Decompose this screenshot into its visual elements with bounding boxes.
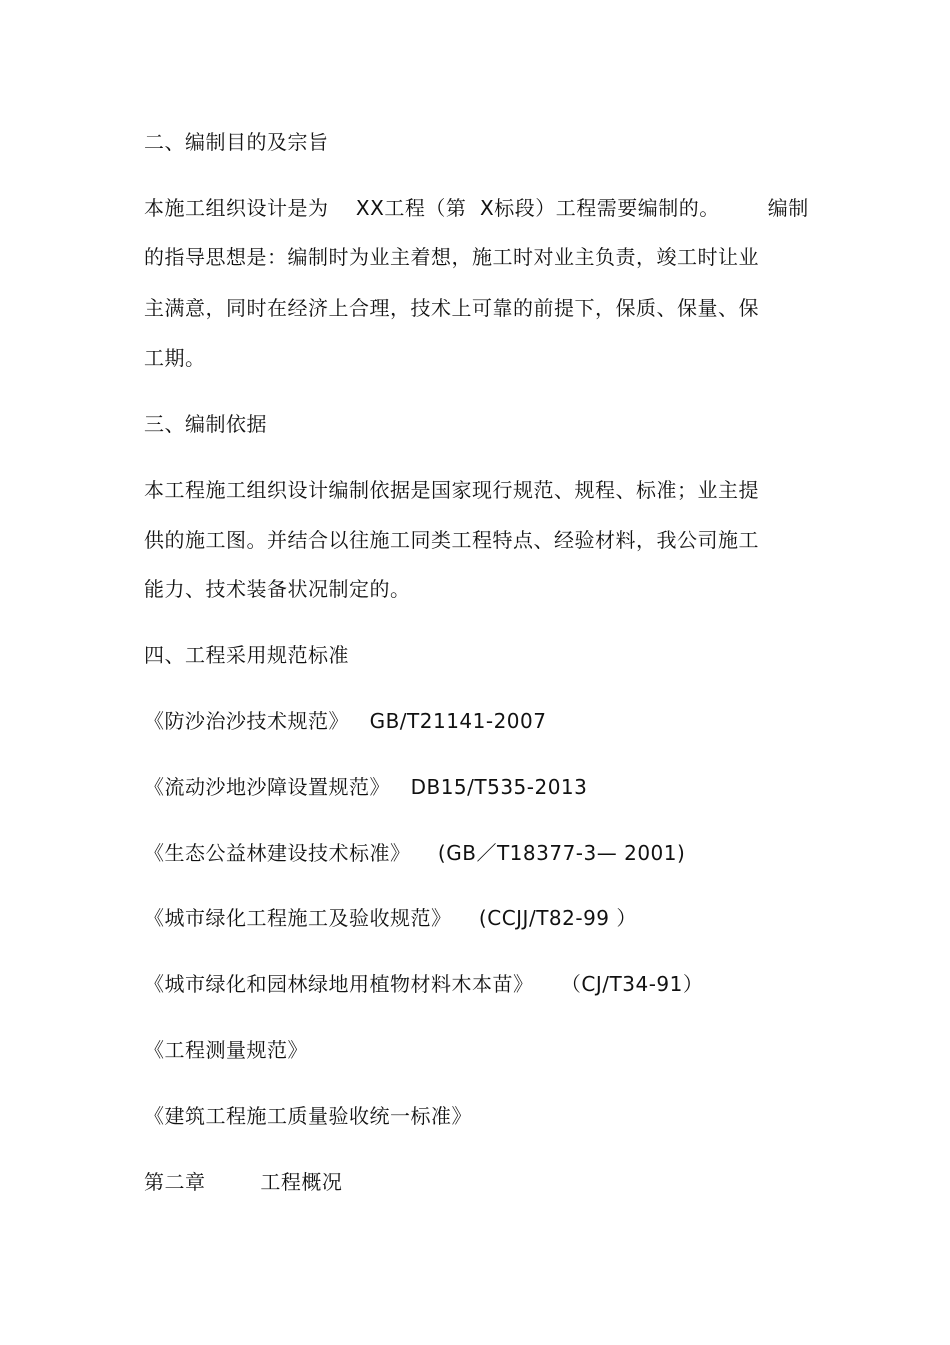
standard-item: 《城市绿化和园林绿地用植物材料木本苗》 （CJ/T34-91） <box>144 972 704 996</box>
chapter-heading: 第二章 工程概况 <box>144 1170 343 1194</box>
section-heading: 四、工程采用规范标准 <box>144 643 349 667</box>
standard-item: 《流动沙地沙障设置规范》 DB15/T535-2013 <box>144 775 588 799</box>
paragraph-line: 本工程施工组织设计编制依据是国家现行规范、规程、标准；业主提 <box>144 478 759 502</box>
standard-item: 《生态公益林建设技术标准》 (GB／T18377-3— 2001) <box>144 841 686 865</box>
standard-item: 《城市绿化工程施工及验收规范》 (CCJJ/T82-99 ） <box>144 906 637 930</box>
standard-item: 《防沙治沙技术规范》 GB/T21141-2007 <box>144 709 547 733</box>
standard-item: 《建筑工程施工质量验收统一标准》 <box>144 1104 472 1128</box>
paragraph-line: 本施工组织设计是为 XX工程（第 X标段）工程需要编制的。 编制 <box>144 196 809 220</box>
section-heading: 二、编制目的及宗旨 <box>144 130 329 154</box>
paragraph-line: 供的施工图。并结合以往施工同类工程特点、经验材料，我公司施工 <box>144 528 759 552</box>
standard-item: 《工程测量规范》 <box>144 1038 308 1062</box>
paragraph-line: 的指导思想是：编制时为业主着想，施工时对业主负责，竣工时让业 <box>144 245 759 269</box>
section-heading: 三、编制依据 <box>144 412 267 436</box>
paragraph-line: 能力、技术装备状况制定的。 <box>144 577 411 601</box>
paragraph-line: 主满意，同时在经济上合理，技术上可靠的前提下，保质、保量、保 <box>144 296 759 320</box>
paragraph-line: 工期。 <box>144 346 206 370</box>
